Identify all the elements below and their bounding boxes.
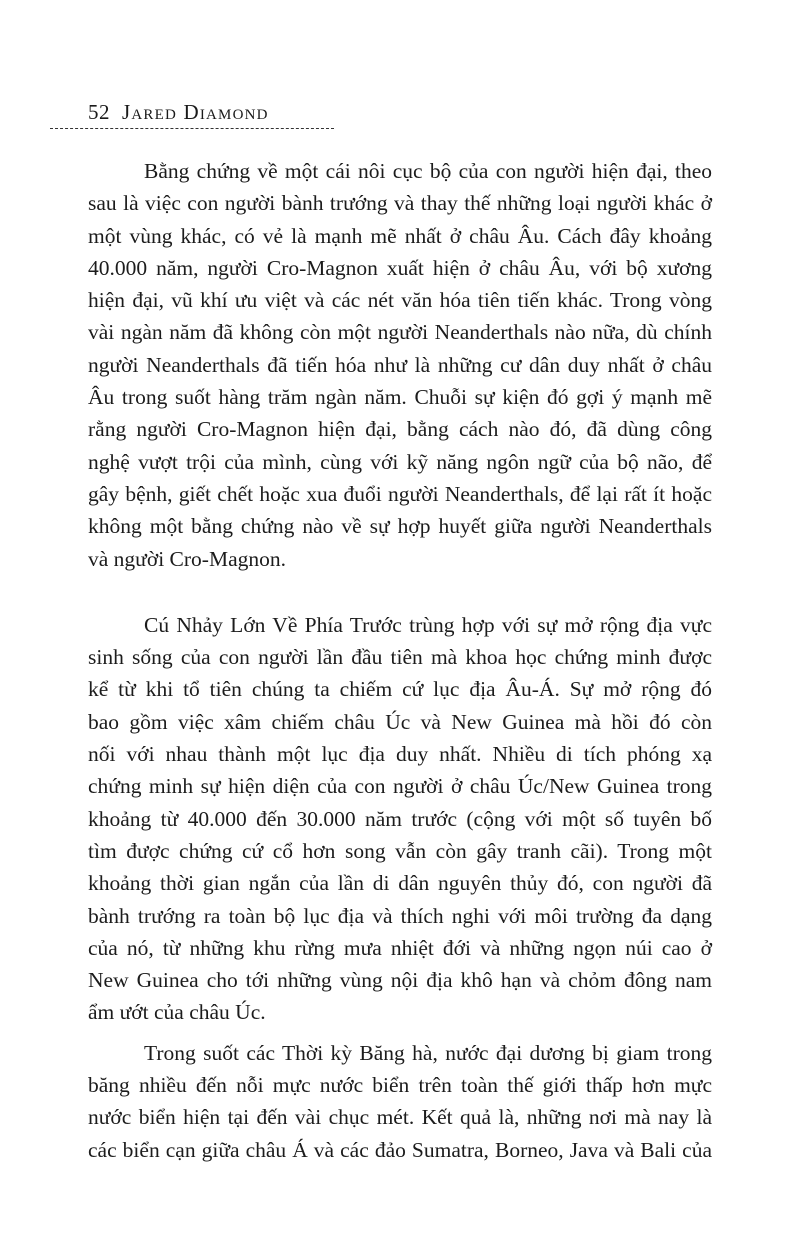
text-line: ẩm ướt của châu Úc. xyxy=(88,1000,266,1025)
paragraph-spacer xyxy=(88,575,712,609)
text-line: các biển cạn giữa châu Á và các đảo Sumatra, Borneo, Java và Bali của xyxy=(88,1137,712,1162)
author-name: Jared Diamond xyxy=(122,100,269,124)
text-line: New Guinea cho tới những vùng nội địa khô hạn và chỏm đông nam xyxy=(88,968,712,993)
text-line: bành trướng ra toàn bộ lục địa và thích nghi với môi trường đa dạng xyxy=(88,903,712,928)
text-line: vài ngàn năm đã không còn một người Neanderthals nào nữa, dù chính xyxy=(88,320,712,345)
running-header xyxy=(88,100,334,125)
text-line: kể từ khi tổ tiên chúng ta chiếm cứ lục địa Âu-Á. Sự mở rộng đó xyxy=(88,677,712,702)
paragraph-spacer xyxy=(88,1029,712,1037)
text-line: bao gồm việc xâm chiếm châu Úc và New Guinea mà hồi đó còn xyxy=(88,709,712,734)
text-line: của nó, từ những khu rừng mưa nhiệt đới và những ngọn núi cao ở xyxy=(88,935,712,960)
body-text xyxy=(88,155,712,1166)
paragraph-1 xyxy=(88,155,712,575)
text-line: Bằng chứng về một cái nôi cục bộ của con người hiện đại, theo xyxy=(144,159,712,183)
text-line: khoảng từ 40.000 đến 30.000 năm trước (cộng với một số tuyên bố xyxy=(88,806,712,831)
text-line: rằng người Cro-Magnon hiện đại, bằng cách nào đó, đã dùng công xyxy=(88,417,712,442)
text-line: chứng minh sự hiện diện của con người ở châu Úc/New Guinea trong xyxy=(88,774,712,799)
paragraph-2 xyxy=(88,609,712,1029)
text-line: và người Cro-Magnon. xyxy=(88,546,286,571)
text-line: một vùng khác, có vẻ là mạnh mẽ nhất ở châu Âu. Cách đây khoảng xyxy=(88,223,712,248)
page-number: 52 xyxy=(88,100,110,124)
text-line: nối với nhau thành một lục địa duy nhất. Nhiều di tích phóng xạ xyxy=(88,742,712,767)
text-line: sinh sống của con người lần đầu tiên mà khoa học chứng minh được xyxy=(88,645,712,670)
text-line: không một bằng chứng nào về sự hợp huyết giữa người Neanderthals xyxy=(88,514,712,539)
text-line: 40.000 năm, người Cro-Magnon xuất hiện ở châu Âu, với bộ xương xyxy=(88,255,712,280)
text-line: hiện đại, vũ khí ưu việt và các nét văn hóa tiên tiến khác. Trong vòng xyxy=(88,288,712,313)
text-line: nước biển hiện tại đến vài chục mét. Kết quả là, những nơi mà nay là xyxy=(88,1105,712,1130)
text-line: nghệ vượt trội của mình, cùng với kỹ năng ngôn ngữ của bộ não, để xyxy=(88,449,712,474)
text-line: Cú Nhảy Lớn Về Phía Trước trùng hợp với sự mở rộng địa vực xyxy=(144,612,712,637)
paragraph-3 xyxy=(88,1037,712,1166)
text-line: Âu trong suốt hàng trăm ngàn năm. Chuỗi sự kiện đó gợi ý mạnh mẽ xyxy=(88,385,712,410)
text-line: Trong suốt các Thời kỳ Băng hà, nước đại dương bị giam trong xyxy=(144,1040,712,1065)
header-dashed-rule xyxy=(50,128,334,129)
text-line: gây bệnh, giết chết hoặc xua đuổi người Neanderthals, để lại rất ít hoặc xyxy=(88,481,712,506)
text-line: khoảng thời gian ngắn của lần di dân nguyên thủy đó, con người đã xyxy=(88,871,712,896)
text-line: tìm được chứng cứ cổ hơn song vẫn còn gây tranh cãi). Trong một xyxy=(88,838,712,863)
text-line: người Neanderthals đã tiến hóa như là những cư dân duy nhất ở châu xyxy=(88,352,712,377)
text-line: băng nhiều đến nỗi mực nước biển trên toàn thế giới thấp hơn mực xyxy=(88,1073,712,1098)
text-line: sau là việc con người bành trướng và thay thế những loại người khác ở xyxy=(88,191,712,216)
